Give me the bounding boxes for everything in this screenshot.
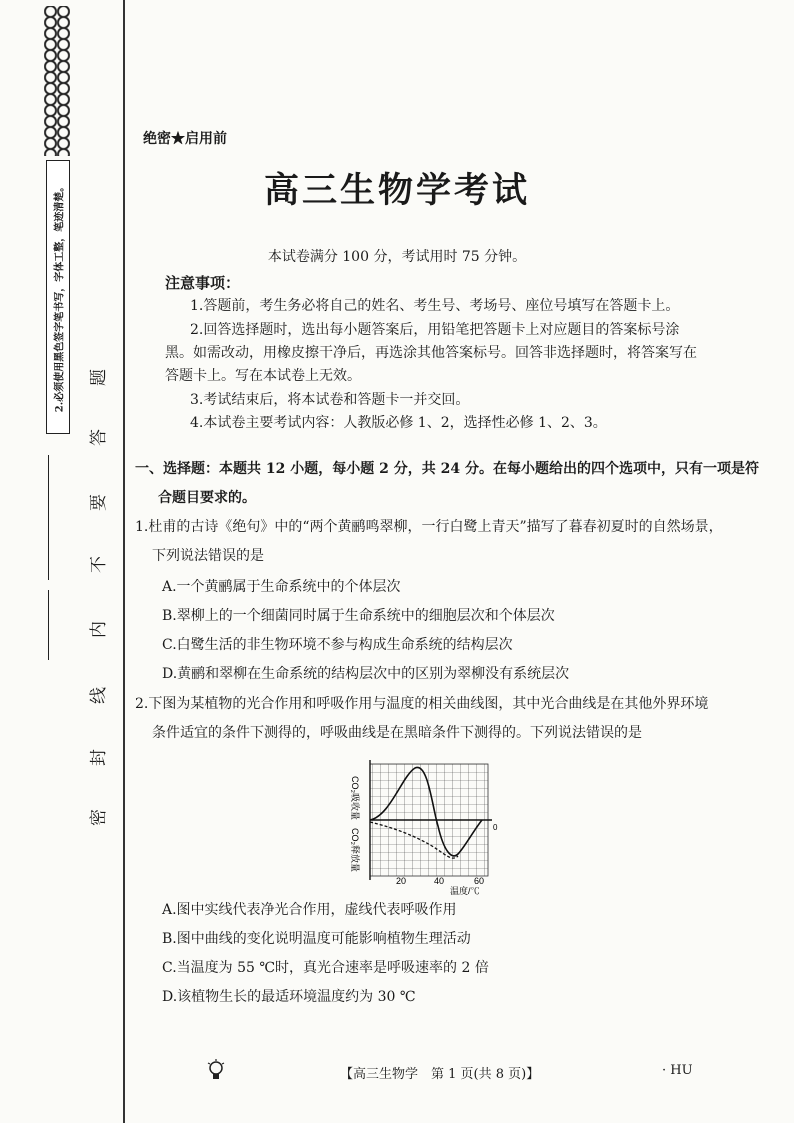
temperature-curve-figure	[340, 756, 510, 896]
blank-field	[48, 455, 69, 580]
question-2-option-a: A.图中实线代表净光合作用，虚线代表呼吸作用	[162, 902, 457, 918]
seal-char: 线	[89, 687, 109, 704]
question-2-option-b: B.图中曲线的变化说明温度可能影响植物生理活动	[162, 931, 471, 947]
notice-line: 黑。如需改动，用橡皮擦干净后，再选涂其他答案标号。回答非选择题时，将答案写在	[165, 345, 697, 361]
x-tick-label: 60	[474, 876, 485, 886]
notice-line: 4.本试卷主要考试内容：人教版必修 1、2，选择性必修 1、2、3。	[190, 415, 607, 431]
page-footer: 【高三生物学 第 1 页(共 8 页)】	[340, 1067, 540, 1082]
section-heading: 一、选择题：本题共 12 小题，每小题 2 分，共 24 分。在每小题给出的四个选项中，只有一项是符	[135, 461, 759, 477]
question-1-option-a: A.一个黄鹂属于生命系统中的个体层次	[162, 579, 401, 595]
seal-char: 内	[89, 621, 109, 638]
seal-char: 封	[89, 749, 109, 766]
seal-char: 题	[89, 369, 109, 386]
y-axis-bottom-label: CO₂释放量	[350, 828, 360, 872]
notice-line: 答题卡上。写在本试卷上无效。	[165, 368, 361, 384]
notice-line: 1.答题前，考生务必将自己的姓名、考生号、考场号、座位号填写在答题卡上。	[190, 298, 680, 314]
notice-line: 3.考试结束后，将本试卷和答题卡一并交回。	[190, 392, 470, 408]
seal-char: 密	[89, 809, 109, 826]
origin-label: 0	[493, 823, 498, 832]
question-2-option-c: C.当温度为 55 ℃时，真光合速率是呼吸速率的 2 倍	[162, 960, 489, 976]
y-axis-top-label: CO₂吸收量	[350, 776, 360, 820]
question-2-stem-cont: 条件适宜的条件下测得的，呼吸曲线是在黑暗条件下测得的。下列说法错误的是	[152, 725, 642, 741]
footer-code: · HU	[662, 1063, 693, 1078]
exam-subtitle: 本试卷满分 100 分，考试用时 75 分钟。	[267, 249, 527, 265]
x-tick-label: 40	[434, 876, 445, 886]
question-1-stem-cont: 下列说法错误的是	[152, 548, 264, 564]
x-axis-label: 温度/℃	[450, 886, 480, 896]
binding-chain-pattern	[44, 6, 70, 156]
question-1-option-b: B.翠柳上的一个细菌同时属于生命系统中的细胞层次和个体层次	[162, 608, 555, 624]
question-1-option-c: C.白鹭生活的非生物环境不参与构成生命系统的结构层次	[162, 637, 513, 653]
answer-tips-text: 2.必须使用黑色签字笔书写，字体工整，笔迹清楚。	[54, 181, 66, 413]
notice-heading: 注意事项：	[165, 274, 241, 292]
seal-char: 不	[89, 556, 109, 573]
seal-char: 答	[89, 429, 109, 446]
notice-line: 2.回答选择题时，选出每小题答案后，用铅笔把答题卡上对应题目的答案标号涂	[190, 322, 680, 338]
lightbulb-icon	[205, 1058, 227, 1084]
question-2-stem: 2.下图为某植物的光合作用和呼吸作用与温度的相关曲线图，其中光合曲线是在其他外界环境	[135, 696, 709, 712]
exam-title: 高三生物学考试	[263, 170, 530, 211]
question-1-stem: 1.杜甫的古诗《绝句》中的“两个黄鹂鸣翠柳，一行白鹭上青天”描写了暮春初夏时的自然场景，	[135, 519, 723, 535]
blank-field	[48, 590, 69, 660]
seal-char: 要	[89, 494, 109, 511]
x-tick-label: 20	[396, 876, 407, 886]
section-heading-cont: 合题目要求的。	[158, 490, 256, 506]
question-1-option-d: D.黄鹂和翠柳在生命系统的结构层次中的区别为翠柳没有系统层次	[162, 666, 570, 682]
question-2-option-d: D.该植物生长的最适环境温度约为 30 ℃	[162, 989, 416, 1005]
secret-label: 绝密★启用前	[143, 131, 227, 147]
